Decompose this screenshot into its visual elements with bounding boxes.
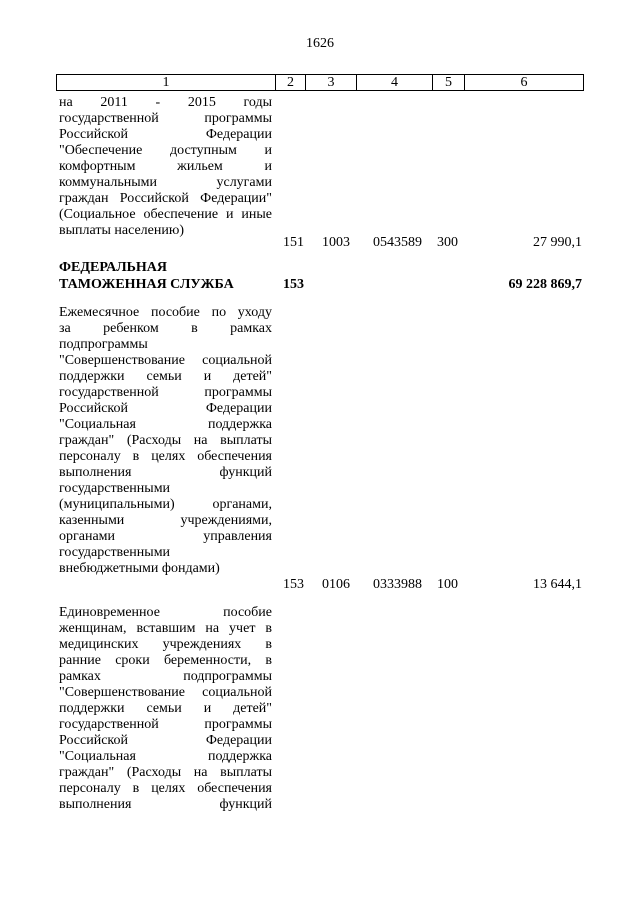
description-line: граждан Российской Федерации" [59,191,272,206]
header-col-6: 6 [520,75,528,90]
customs-service-title-line-1: ФЕДЕРАЛЬНАЯ [59,260,168,275]
description-line: персоналу в целях обеспечения [59,449,272,464]
description-line: Ежемесячное пособие по уходу [59,305,272,320]
description-line: (Социальное обеспечение и иные [59,207,272,222]
customs-service-title-line-2: ТАМОЖЕННАЯ СЛУЖБА [59,277,234,292]
description-line: "Совершенствование социальной [59,353,272,368]
description-line: за ребенком в рамках [59,321,272,336]
description-line: Единовременное пособие [59,605,272,620]
description-line: "Совершенствование социальной [59,685,272,700]
description-line: граждан" (Расходы на выплаты [59,765,272,780]
description-line: Российской Федерации [59,401,272,416]
description-line: "Социальная поддержка [59,749,272,764]
header-col-3: 3 [306,75,357,90]
description-line: "Социальная поддержка [59,417,272,432]
header-col-5: 5 [433,75,465,90]
page-number: 1626 [306,36,334,51]
table-header-row [56,74,584,91]
row-2-csr: 0333988 [373,577,422,592]
description-line: выплаты населению) [59,223,184,238]
description-line: внебюджетными фондами) [59,561,220,576]
description-line: поддержки семьи и детей" [59,701,272,716]
description-line: медицинских учреждениях в [59,637,272,652]
description-line: казенными учреждениями, [59,513,272,528]
description-line: персоналу в целях обеспечения [59,781,272,796]
description-line: государственными [59,545,171,560]
description-line: выполнения функций [59,465,272,480]
description-line: органами управления [59,529,272,544]
description-line: государственной программы [59,717,272,732]
description-line: "Обеспечение доступным и [59,143,272,158]
description-line: женщинам, вставшим на учет в [59,621,272,636]
row-1-gl: 151 [283,235,304,250]
description-line: государственной программы [59,111,272,126]
header-col-1: 1 [57,75,276,90]
row-housing-program-description [59,95,272,239]
description-line: ранние сроки беременности, в [59,653,272,668]
description-line: коммунальными услугами [59,175,272,190]
row-1-vr: 300 [437,235,458,250]
description-line: граждан" (Расходы на выплаты [59,433,272,448]
row-2-amount: 13 644,1 [533,577,582,592]
description-line: выполнения функций [59,797,272,812]
description-line: государственной программы [59,385,272,400]
row-1-csr: 0543589 [373,235,422,250]
description-line: рамках подпрограммы [59,669,272,684]
row-one-time-allowance-description [59,605,272,813]
description-line: комфортным жильем и [59,159,272,174]
row-2-vr: 100 [437,577,458,592]
row-1-amount: 27 990,1 [533,235,582,250]
row-2-gl: 153 [283,577,304,592]
description-line: государственными [59,481,171,496]
description-line: Российской Федерации [59,733,272,748]
customs-gl: 153 [283,277,304,292]
header-col-2: 2 [276,75,306,90]
description-line: (муниципальными) органами, [59,497,272,512]
description-line: поддержки семьи и детей" [59,369,272,384]
description-line: Российской Федерации [59,127,272,142]
header-col-4: 4 [357,75,433,90]
customs-amount: 69 228 869,7 [508,277,582,292]
row-2-rz: 0106 [322,577,350,592]
row-1-rz: 1003 [322,235,350,250]
description-line: подпрограммы [59,337,148,352]
row-child-care-allowance-description [59,305,272,577]
description-line: на 2011 - 2015 годы [59,95,272,110]
